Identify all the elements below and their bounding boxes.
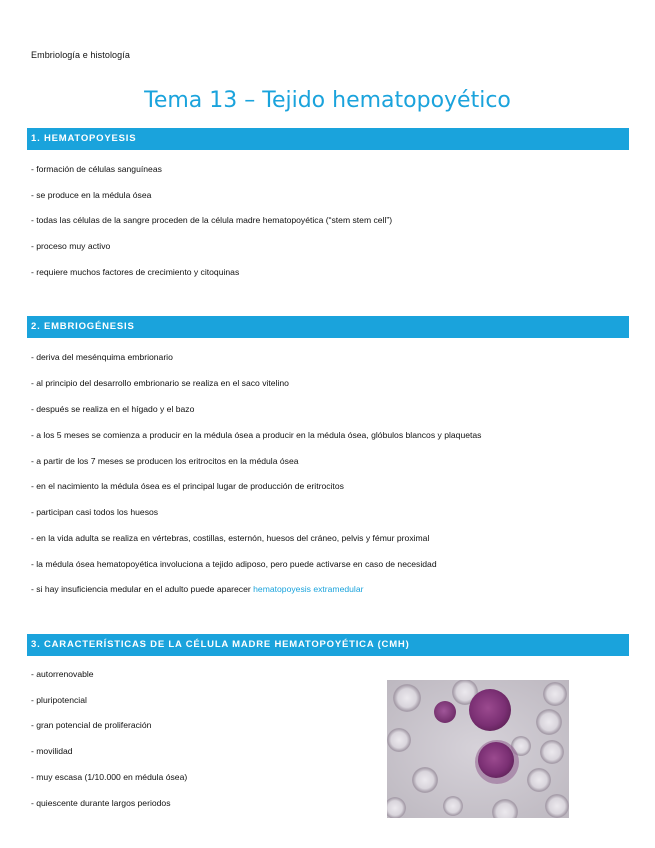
list-item	[31, 584, 363, 594]
list-item: - a partir de los 7 meses se producen los eritrocitos en la médula ósea	[31, 456, 299, 466]
list-item: - movilidad	[31, 746, 73, 756]
list-item: - requiere muchos factores de crecimiento y citoquinas	[31, 267, 240, 277]
list-item: - quiescente durante largos periodos	[31, 798, 171, 808]
list-item: - deriva del mesénquima embrionario	[31, 352, 173, 362]
list-item-text: - si hay insuficiencia medular en el adulto puede aparecer	[31, 584, 254, 594]
list-item: - muy escasa (1/10.000 en médula ósea)	[31, 772, 188, 782]
section-heading-cmh: 3. CARACTERÍSTICAS DE LA CÉLULA MADRE HEMATOPOYÉTICA (CMH)	[27, 634, 629, 656]
list-item: - en la vida adulta se realiza en vértebras, costillas, esternón, huesos del cráneo, pelvis y fémur proximal	[31, 533, 430, 543]
list-item: - a los 5 meses se comienza a producir en la médula ósea a producir en la médula ósea, glóbulos blancos y plaquetas	[31, 430, 482, 440]
document-header-subject: Embriología e histología	[31, 50, 130, 60]
list-item: - proceso muy activo	[31, 241, 111, 251]
list-item: - pluripotencial	[31, 695, 87, 705]
stem-cell-micrograph	[387, 680, 569, 818]
page-title: Tema 13 – Tejido hematopoyético	[144, 88, 511, 113]
list-item: - se produce en la médula ósea	[31, 190, 152, 200]
list-item: - gran potencial de proliferación	[31, 720, 152, 730]
section-heading-embriogenesis: 2. EMBRIOGÉNESIS	[27, 316, 629, 338]
list-item: - formación de células sanguíneas	[31, 164, 162, 174]
list-item: - autorrenovable	[31, 669, 94, 679]
hematopoyesis-extramedular-link[interactable]: hematopoyesis extramedular	[253, 584, 364, 594]
section-heading-hematopoyesis: 1. HEMATOPOYESIS	[27, 128, 629, 150]
list-item: - después se realiza en el hígado y el bazo	[31, 404, 195, 414]
list-item: - al principio del desarrollo embrionario se realiza en el saco vitelino	[31, 378, 289, 388]
list-item: - participan casi todos los huesos	[31, 507, 159, 517]
list-item: - la médula ósea hematopoyética involuciona a tejido adiposo, pero puede activarse en caso de necesidad	[31, 559, 437, 569]
list-item: - todas las células de la sangre proceden de la célula madre hematopoyética (“stem stem cell”)	[31, 215, 393, 225]
list-item: - en el nacimiento la médula ósea es el principal lugar de producción de eritrocitos	[31, 481, 344, 491]
